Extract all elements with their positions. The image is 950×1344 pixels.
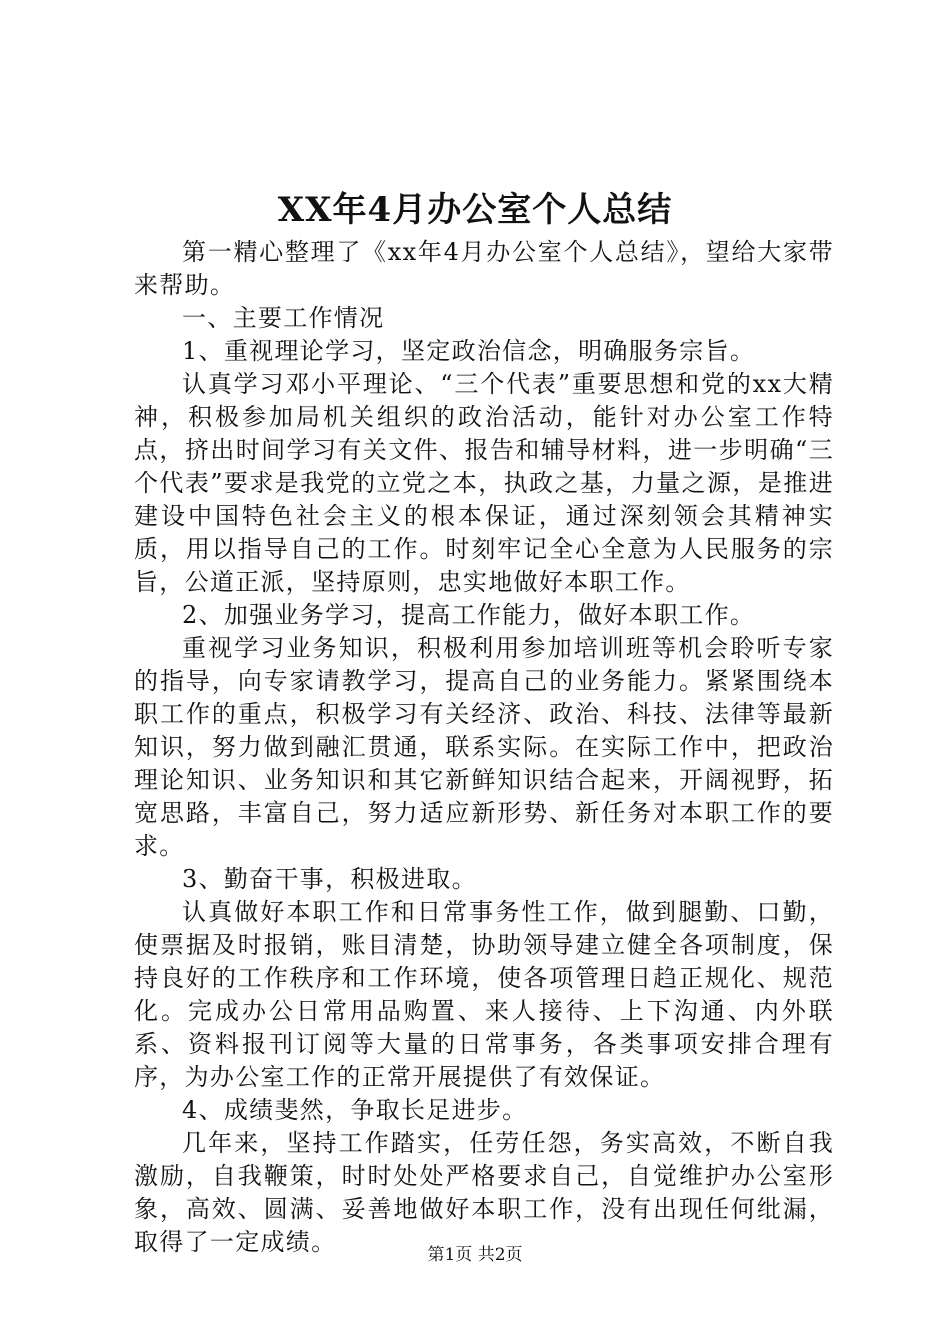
subheading-theory-study: 1、重视理论学习，坚定政治信念，明确服务宗旨。 [182,337,756,365]
paragraph-diligent-work: 认真做好本职工作和日常事务性工作，做到腿勤、口勤，使票据及时报销，账目清楚，协助领导建立健全各项制度，保持良好的工作秩序和工作环境，使各项管理日趋正规化、规范化。完成办公日常用品购置、来人接待、上下沟通、内外联系、资料报刊订阅等大量的日常事务，各类事项安排合理有序，为办公室工作的正常开展提供了有效保证。 [134,898,834,1091]
paragraph-achievements: 几年来，坚持工作踏实，任劳任怨，务实高效，不断自我激励，自我鞭策，时时处处严格要求自己，自觉维护办公室形象，高效、圆满、妥善地做好本职工作，没有出现任何纰漏，取得了一定成绩。 [134,1129,834,1256]
subheading-business-study: 2、加强业务学习，提高工作能力，做好本职工作。 [182,601,756,629]
paragraph-intro: 第一精心整理了《xx年4月办公室个人总结》，望给大家带来帮助。 [134,238,834,299]
section-heading-main-work: 一、主要工作情况 [182,304,385,332]
subheading-diligent-work: 3、勤奋干事，积极进取。 [182,865,477,893]
paragraph-business-study: 重视学习业务知识，积极利用参加培训班等机会聆听专家的指导，向专家请教学习，提高自己的业务能力。紧紧围绕本职工作的重点，积极学习有关经济、政治、科技、法律等最新知识，努力做到融汇贯通，联系实际。在实际工作中，把政治理论知识、业务知识和其它新鲜知识结合起来，开阔视野，拓宽思路，丰富自己，努力适应新形势、新任务对本职工作的要求。 [134,634,834,860]
paragraph-theory-study: 认真学习邓小平理论、“三个代表”重要思想和党的xx大精神，积极参加局机关组织的政治活动，能针对办公室工作特点，挤出时间学习有关文件、报告和辅导材料，进一步明确“三个代表”要求是我党的立党之本，执政之基，力量之源，是推进建设中国特色社会主义的根本保证，通过深刻领会其精神实质，用以指导自己的工作。时刻牢记全心全意为人民服务的宗旨，公道正派，坚持原则，忠实地做好本职工作。 [134,370,834,596]
document-body [134,236,834,1259]
subheading-achievements: 4、成绩斐然，争取长足进步。 [182,1096,528,1124]
page-number-footer: 第1页 共2页 [427,1245,523,1265]
document-title: XX年4月办公室个人总结 [277,190,673,230]
